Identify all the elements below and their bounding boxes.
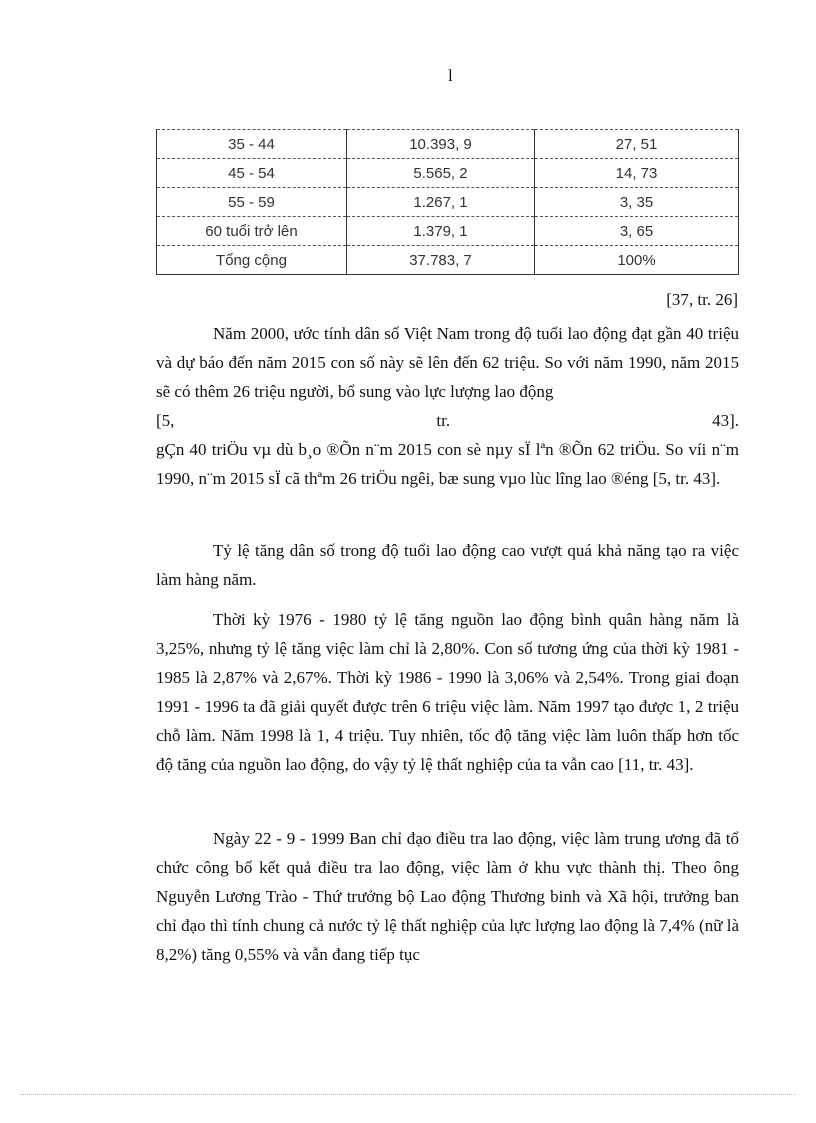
paragraph-text: Thời kỳ 1976 - 1980 tỷ lệ tăng nguồn lao động bình quân hàng năm là 3,25%, nhưng tỷ lệ tăng việc làm chỉ là 2,80%. Con số tương ứng của thời kỳ 1981 - 1985 là 2,87% và 2,67%. Thời kỳ 1986 - 1990 là 3,06% và 2,54%. Trong giai đoạn 1991 - 1996 ta đã giải quyết được trên 6 triệu việc làm. Năm 1997 tạo được 1, 2 triệu chỗ làm. Năm 1998 là 1, 4 triệu. Tuy nhiên, tốc độ tăng việc làm luôn thấp hơn tốc độ tăng của nguồn lao động, do vậy tỷ lệ thất nghiệp của ta vẫn cao [11, tr. 43].	[156, 610, 739, 774]
table-row	[157, 159, 739, 188]
percent-cell: 14, 73	[535, 159, 739, 188]
paragraph-population-growth	[156, 536, 739, 594]
count-cell: 37.783, 7	[347, 246, 535, 275]
reference-part: [5,	[156, 411, 175, 430]
paragraph-labor-forecast	[156, 319, 739, 406]
page-bottom-rule	[20, 1094, 796, 1095]
paragraph-garbled-duplicate: gÇn 40 triÖu vµ dù b¸o ®Õn n¨m 2015 con sè nµy sÏ lªn ®Õn 62 triÖu. So víi n¨m 1990, n¨m 2015 sÏ cã thªm 26 triÖu ngêi, bæ sung vµo lùc lîng lao ®éng [5, tr. 43].	[156, 440, 739, 488]
percent-cell: 3, 65	[535, 217, 739, 246]
age-group-cell: 55 - 59	[157, 188, 347, 217]
age-group-cell: 35 - 44	[157, 130, 347, 159]
paragraph-employment-rates	[156, 605, 739, 779]
percent-cell: 27, 51	[535, 130, 739, 159]
paragraph-text: Tỷ lệ tăng dân số trong độ tuổi lao động cao vượt quá khả năng tạo ra việc làm hàng năm.	[156, 541, 739, 589]
reference-part: 43].	[712, 411, 739, 430]
table-row	[157, 217, 739, 246]
count-cell: 5.565, 2	[347, 159, 535, 188]
age-group-cell: 60 tuổi trở lên	[157, 217, 347, 246]
count-cell: 1.379, 1	[347, 217, 535, 246]
count-cell: 10.393, 9	[347, 130, 535, 159]
paragraph-text: Năm 2000, ước tính dân số Việt Nam trong độ tuổi lao động đạt gần 40 triệu và dự báo đến năm 2015 con số này sẽ lên đến 62 triệu. So với năm 1990, năm 2015 sẽ có thêm 26 triệu người, bổ sung vào lực lượng lao động	[156, 324, 739, 401]
table-row	[157, 188, 739, 217]
count-cell: 1.267, 1	[347, 188, 535, 217]
table-row	[157, 246, 739, 275]
reference-part: tr.	[436, 411, 451, 430]
reference-line	[156, 406, 739, 435]
percent-cell: 100%	[535, 246, 739, 275]
table-citation: [37, tr. 26]	[666, 290, 738, 309]
table-row	[157, 130, 739, 159]
labor-age-table	[156, 129, 739, 275]
age-group-cell: 45 - 54	[157, 159, 347, 188]
percent-cell: 3, 35	[535, 188, 739, 217]
page-number: l	[448, 66, 453, 85]
paragraph-unemployment-survey	[156, 824, 739, 969]
age-group-cell: Tổng cộng	[157, 246, 347, 275]
paragraph-text: Ngày 22 - 9 - 1999 Ban chỉ đạo điều tra lao động, việc làm trung ương đã tổ chức công bố kết quả điều tra lao động, việc làm ở khu vực thành thị. Theo ông Nguyễn Lương Trào - Thứ trưởng bộ Lao động Thương binh và Xã hội, trưởng ban chỉ đạo thì tính chung cả nước tỷ lệ thất nghiệp của lực lượng lao động là 7,4% (nữ là 8,2%) tăng 0,55% và vẫn đang tiếp tục	[156, 829, 739, 964]
